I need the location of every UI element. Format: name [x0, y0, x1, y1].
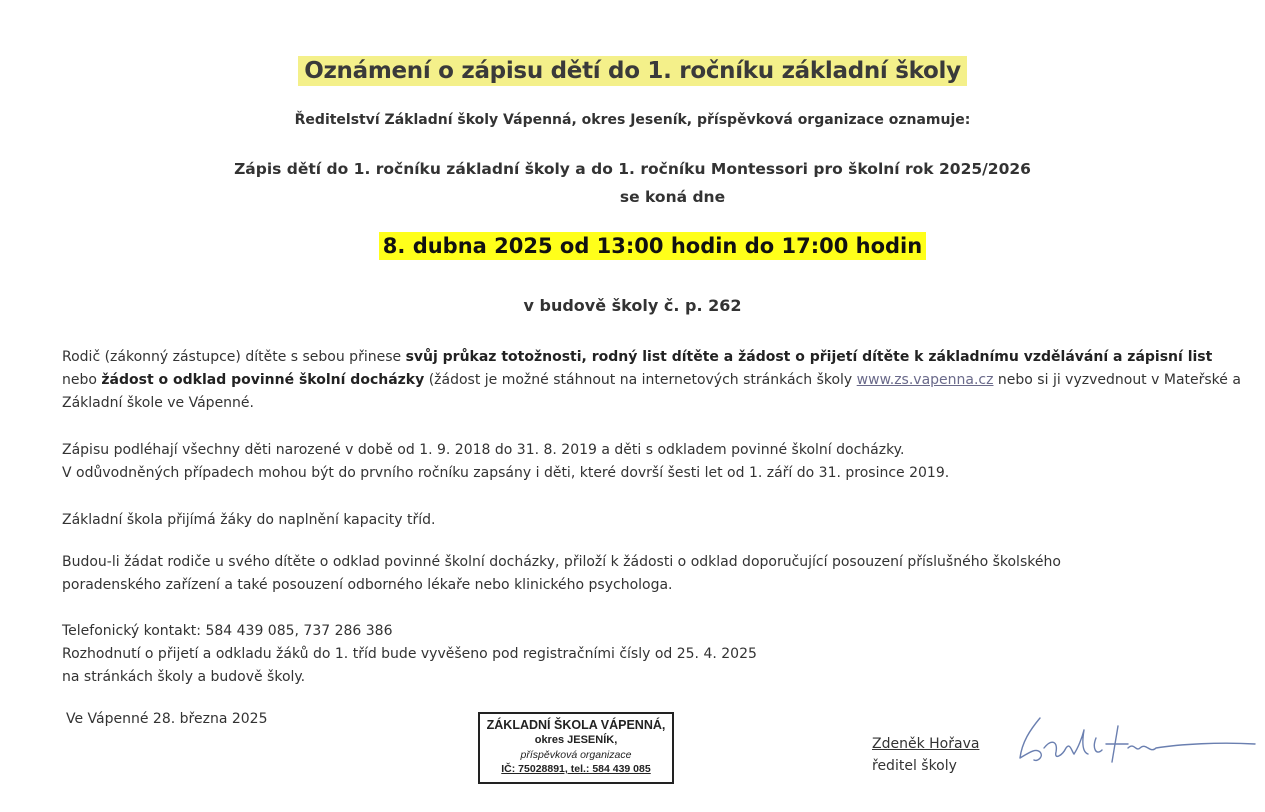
para2-line-1: Zápisu podléhají všechny děti narozené v době od 1. 9. 2018 do 31. 8. 2019 a děti s odkladem povinné školní docházky.	[62, 442, 905, 458]
paragraph-contact	[62, 620, 1242, 689]
title-block	[0, 56, 1265, 86]
paragraph-capacity: Základní škola přijímá žáky do naplnění kapacity tříd.	[62, 512, 436, 528]
signer-name: Zdeněk Hořava	[872, 736, 980, 752]
school-website-link[interactable]: www.zs.vapenna.cz	[856, 372, 994, 388]
para1-bold-1: svůj průkaz totožnosti, rodný list dítěte a žádost o přijetí dítěte k základnímu vzdělávání a zápisní list	[405, 349, 1213, 365]
contact-decision: Rozhodnutí o přijetí a odkladu žáků do 1. tříd bude vyvěšeno pod registračními čísly od 25. 4. 2025	[62, 646, 757, 662]
contact-phone: Telefonický kontakt: 584 439 085, 737 286 386	[62, 623, 393, 639]
stamp-line-2: okres JESENÍK,	[534, 734, 618, 746]
para1-text-4: nebo si ji vyzvednout v Mateřské a Základní škole ve Vápenné.	[62, 372, 1241, 411]
para1-text-2: nebo	[62, 372, 102, 388]
signer-block	[872, 733, 979, 777]
enrollment-date: 8. dubna 2025 od 13:00 hodin do 17:00 hodin	[379, 232, 926, 260]
dateline: Ve Vápenné 28. března 2025	[66, 711, 268, 727]
enrollment-place: v budově školy č. p. 262	[523, 296, 742, 315]
contact-where: na stránkách školy a budově školy.	[62, 669, 306, 685]
para1-text-1: Rodič (zákonný zástupce) dítěte s sebou přinese	[62, 349, 406, 365]
para2-line-2: V odůvodněných případech mohou být do prvního ročníku zapsány i děti, které dovrší šesti let od 1. září do 31. prosince 2019.	[62, 465, 950, 481]
subtitle-line-2: se koná dne	[619, 188, 726, 206]
paragraph-documents	[62, 346, 1242, 415]
school-stamp	[478, 712, 674, 784]
paragraph-deferral: Budou-li žádat rodiče u svého dítěte o odklad povinné školní docházky, přiloží k žádosti o odklad doporučující posouzení příslušného školského poradenského zařízení a také posouzení odborného lékaře nebo klinického psychologa.	[62, 554, 1061, 593]
subtitle-line-1: Zápis dětí do 1. ročníku základní školy a do 1. ročníku Montessori pro školní rok 2025/2026	[234, 160, 1031, 178]
stamp-line-1: ZÁKLADNÍ ŠKOLA VÁPENNÁ,	[486, 718, 666, 732]
stamp-line-3: příspěvková organizace	[520, 749, 632, 761]
stamp-line-4: IČ: 75028891, tel.: 584 439 085	[501, 763, 651, 775]
handwritten-signature-icon	[1000, 708, 1260, 770]
date-block	[20, 232, 1265, 260]
para1-text-3: (žádost je možné stáhnout na internetových stránkách školy	[424, 372, 857, 388]
signer-role: ředitel školy	[872, 758, 957, 774]
announcer-line: Ředitelství Základní školy Vápenná, okres Jeseník, příspěvková organizace oznamuje:	[294, 112, 971, 128]
para1-bold-2: žádost o odklad povinné školní docházky	[101, 372, 425, 388]
page-title: Oznámení o zápisu dětí do 1. ročníku základní školy	[298, 56, 967, 86]
paragraph-eligibility	[62, 439, 1242, 485]
